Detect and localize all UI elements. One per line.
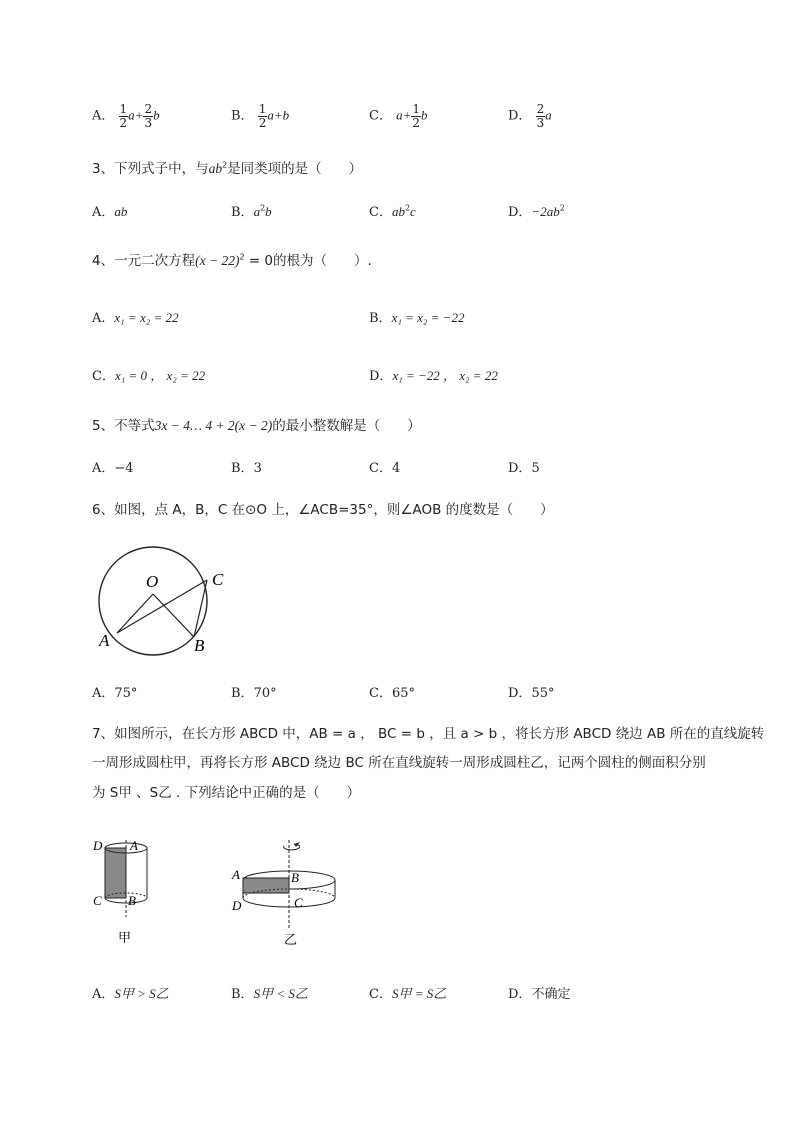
q5-option-a[interactable]: A．−4 bbox=[92, 461, 134, 476]
q7-cylinder-yi-figure bbox=[228, 832, 348, 952]
q3-option-c[interactable]: C．$ab^2c$ bbox=[369, 203, 416, 220]
label-o: O bbox=[146, 572, 159, 591]
segment-ao bbox=[117, 594, 153, 633]
segment-ac bbox=[117, 580, 207, 633]
fraction: $\frac{1}{2}$ bbox=[258, 102, 267, 130]
q6-circle-figure bbox=[90, 545, 240, 660]
q3-option-a[interactable]: A．ab bbox=[92, 204, 128, 220]
label-c: C bbox=[93, 893, 102, 908]
label-d: D bbox=[93, 838, 103, 853]
label-a: A bbox=[232, 867, 240, 882]
q7-option-d[interactable]: D．不确定 bbox=[508, 987, 571, 1002]
q7-stem-line3: 为 S甲 、S乙 . 下列结论中正确的是（ ） bbox=[92, 785, 361, 801]
label-d: D bbox=[232, 898, 242, 913]
q4-option-b[interactable]: B．x₁ = x₂ = −22 bbox=[369, 310, 465, 326]
q5-option-c[interactable]: C．4 bbox=[369, 461, 401, 476]
circle-outline bbox=[99, 547, 207, 655]
q7-option-b[interactable]: B．S甲 < S乙 bbox=[231, 986, 308, 1002]
q2-option-d[interactable]: D． $\frac{2}{3}$ a bbox=[508, 102, 552, 130]
q5-option-d[interactable]: D．5 bbox=[508, 461, 540, 476]
q4-option-a[interactable]: A．x₁ = x₂ = 22 bbox=[92, 310, 179, 326]
q4-option-d[interactable]: D．x₁ = −22 ， x₂ = 22 bbox=[369, 368, 498, 384]
label-c: C bbox=[294, 895, 303, 910]
label-a: A bbox=[130, 838, 138, 853]
shaded-rectangle bbox=[105, 848, 126, 898]
q7-option-c[interactable]: C．S甲 = S乙 bbox=[369, 986, 447, 1002]
fraction: $\frac{2}{3}$ bbox=[144, 102, 153, 130]
q2-option-b[interactable]: B． $\frac{1}{2}$ a+b bbox=[231, 102, 290, 130]
shaded-rectangle bbox=[243, 878, 289, 893]
segment-ob bbox=[153, 594, 194, 637]
label-b: B bbox=[128, 893, 136, 908]
q5-stem: 5、不等式3x − 4… 4 + 2(x − 2)的最小整数解是（ ） bbox=[92, 418, 421, 434]
q7-stem-line1: 7、如图所示，在长方形 ABCD 中，AB = a ， BC = b ，且 a > b ，将长方形 ABCD 绕边 AB 所在的直线旋转 bbox=[92, 726, 765, 742]
q3-option-b[interactable]: B．$a^2b$ bbox=[231, 203, 272, 220]
q6-stem: 6、如图，点 A，B，C 在⊙O 上，∠ACB=35°，则∠AOB 的度数是（ ） bbox=[92, 502, 554, 518]
q7-stem-line2: 一周形成圆柱甲，再将长方形 ABCD 绕边 BC 所在直线旋转一周形成圆柱乙，记两个圆柱的侧面积分别 bbox=[92, 755, 706, 771]
q3-stem: 3、下列式子中，与$ab^2$是同类项的是（ ） bbox=[92, 160, 363, 177]
label-c: C bbox=[212, 570, 224, 589]
label-b: B bbox=[194, 636, 205, 655]
label-b: B bbox=[291, 870, 299, 885]
label-a: A bbox=[99, 631, 110, 650]
q6-option-a[interactable]: A．75° bbox=[92, 686, 138, 701]
q6-option-c[interactable]: C．65° bbox=[369, 686, 415, 701]
q6-option-b[interactable]: B．70° bbox=[231, 686, 277, 701]
q7-option-a[interactable]: A．S甲 > S乙 bbox=[92, 986, 169, 1002]
segment-cb bbox=[194, 580, 207, 637]
q2-option-c[interactable]: C． a+ $\frac{1}{2}$ b bbox=[369, 102, 428, 130]
q4-stem: 4、一元二次方程$(x - 22)^2 = 0$的根为（ ）. bbox=[92, 252, 372, 269]
q3-option-d[interactable]: D．$-2ab^2$ bbox=[508, 203, 565, 220]
q5-option-b[interactable]: B．3 bbox=[231, 461, 262, 476]
q6-option-d[interactable]: D．55° bbox=[508, 686, 555, 701]
fraction: $\frac{2}{3}$ bbox=[536, 102, 545, 130]
q4-option-c[interactable]: C．x₁ = 0 ， x₂ = 22 bbox=[92, 368, 206, 384]
fraction: $\frac{1}{2}$ bbox=[412, 102, 421, 130]
q7-cylinder-jia-figure bbox=[88, 832, 168, 952]
label-jia: 甲 bbox=[118, 930, 132, 945]
q2-option-a[interactable]: A． $\frac{1}{2}$ a+ $\frac{2}{3}$ b bbox=[92, 102, 160, 130]
fraction: $\frac{1}{2}$ bbox=[119, 102, 128, 130]
label-yi: 乙 bbox=[284, 932, 298, 947]
